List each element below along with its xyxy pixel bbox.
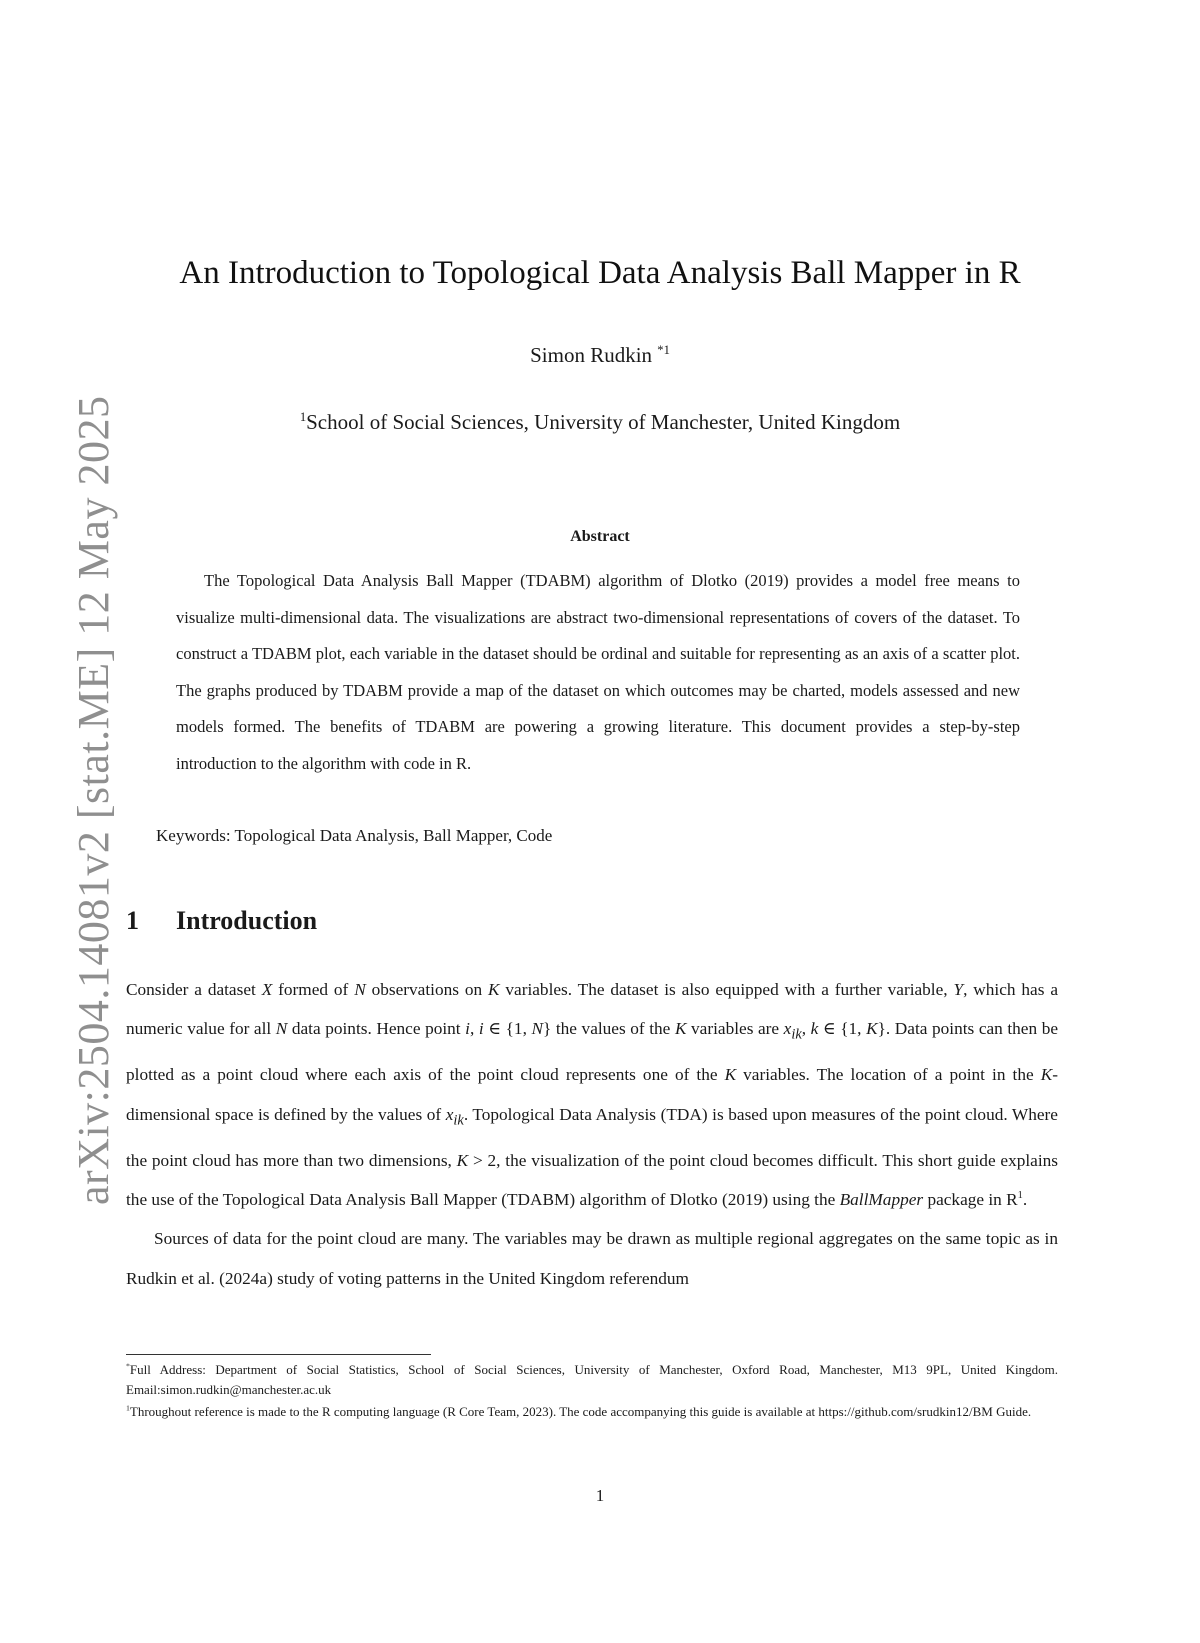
p1-text: }. Data points can then be plotted as a point cloud where each axis of the point cloud represents one of the — [126, 1019, 1059, 1085]
p1-text: ∈ {1, — [818, 1019, 867, 1039]
math-Y: Y — [953, 980, 964, 999]
math-N: N — [531, 1019, 543, 1039]
author-name: Simon Rudkin — [530, 343, 653, 367]
math-x: x — [783, 1019, 792, 1039]
footnote-mark: * — [126, 1361, 130, 1371]
abstract-heading: Abstract — [570, 528, 630, 545]
footnote-2 — [126, 1402, 1058, 1422]
footnote-mark: 1 — [126, 1403, 130, 1413]
paragraph-2: Sources of data for the point cloud are many. The variables may be drawn as multiple regional aggregates on the same topic as in Rudkin et al. (2024a) study of voting patterns in the United Kingdom referendum — [126, 1229, 1058, 1288]
math-x: x — [445, 1104, 454, 1124]
footnote-ref[interactable]: 1 — [1017, 1190, 1023, 1202]
footnote-text: Full Address: Department of Social Statistics, School of Social Sciences, University of Manchester, Oxford Road, Manchester, M13 9PL, United Kingdom. Email:simon.rudkin@manchester.ac.uk — [126, 1362, 1058, 1397]
p1-text: } the values of the — [543, 1019, 675, 1039]
math-N: N — [354, 980, 366, 999]
p1-text: observations on — [365, 980, 488, 999]
paragraph-1 — [126, 970, 1058, 1219]
math-i: i — [478, 1019, 484, 1039]
p1-text: Consider a dataset — [126, 980, 262, 999]
math-K: K — [456, 1150, 469, 1170]
footnote-text: Throughout reference is made to the R computing language (R Core Team, 2023). The code accompanying this guide is available at https://github.com/srudkin12/BM Guide. — [129, 1404, 1032, 1419]
math-subscript-ik: ik — [791, 1026, 802, 1043]
p1-text: package in R — [923, 1189, 1018, 1209]
affiliation-text: School of Social Sciences, University of Manchester, United Kingdom — [306, 410, 901, 434]
section-heading — [126, 906, 1026, 936]
p1-text: variables. The location of a point in the — [736, 1065, 1041, 1085]
math-K: K — [724, 1065, 737, 1085]
arxiv-identifier: arXiv:2504.14081v2 [stat.ME] 12 May 2025 — [69, 395, 118, 1205]
p1-text: -dimensional space is defined by the values of — [126, 1065, 1058, 1124]
affiliation — [130, 410, 1070, 435]
keywords: Keywords: Topological Data Analysis, Ball Mapper, Code — [156, 826, 553, 845]
author-marks: *1 — [657, 343, 670, 357]
math-i: i — [465, 1019, 470, 1039]
section-number: 1 — [126, 906, 139, 935]
math-K: K — [674, 1019, 687, 1039]
p1-text: , which has a numeric value for all — [126, 980, 1058, 1039]
p1-text: , — [801, 1019, 811, 1039]
author-line — [130, 343, 1070, 368]
affiliation-mark: 1 — [299, 410, 307, 424]
p1-text: data points. Hence point — [287, 1019, 466, 1039]
p1-text: , — [469, 1019, 479, 1039]
page-number: 1 — [595, 1486, 605, 1505]
math-K: K — [866, 1019, 878, 1039]
p1-text: variables are — [686, 1019, 784, 1039]
p1-text: variables. The dataset is also equipped with a further variable, — [499, 980, 954, 999]
section-title: Introduction — [176, 906, 318, 935]
math-subscript-ik: ik — [453, 1112, 464, 1129]
abstract-body: The Topological Data Analysis Ball Mapper (TDABM) algorithm of Dlotko (2019) provides a model free means to visualize multi-dimensional data. The visualizations are abstract two-dimensional representations of covers of the dataset. To construct a TDABM plot, each variable in the dataset should be ordinal and suitable for representing as an axis of a scatter plot. The graphs produced by TDABM provide a map of the dataset on which outcomes may be charted, models assessed and new models formed. The benefits of TDABM are powering a growing literature. This document provides a step-by-step introduction to the algorithm with code in R. — [176, 571, 1020, 773]
math-N: N — [275, 1019, 288, 1039]
p1-text: formed of — [272, 980, 355, 999]
p1-text: . Topological Data Analysis (TDA) is based upon measures of the point cloud. Where the point cloud has more than two dimensions, — [126, 1104, 1058, 1170]
math-k: k — [810, 1019, 819, 1039]
math-K: K — [487, 980, 500, 999]
body-text — [126, 970, 1058, 1298]
footnote-divider — [126, 1354, 431, 1355]
math-X: X — [261, 980, 273, 999]
footnotes — [126, 1360, 1058, 1424]
p1-text: ∈ {1, — [483, 1019, 532, 1039]
p1-text: . — [1022, 1189, 1028, 1209]
footnote-1 — [126, 1360, 1058, 1400]
paper-title: An Introduction to Topological Data Analysis Ball Mapper in R — [179, 255, 1021, 291]
math-K: K — [1040, 1065, 1053, 1085]
p1-text: > 2, the visualization of the point cloud becomes difficult. This short guide explains the use of the Topological Data Analysis Ball Mapper (TDABM) algorithm of Dlotko (2019) using the — [126, 1150, 1058, 1209]
package-name: BallMapper — [839, 1189, 924, 1209]
